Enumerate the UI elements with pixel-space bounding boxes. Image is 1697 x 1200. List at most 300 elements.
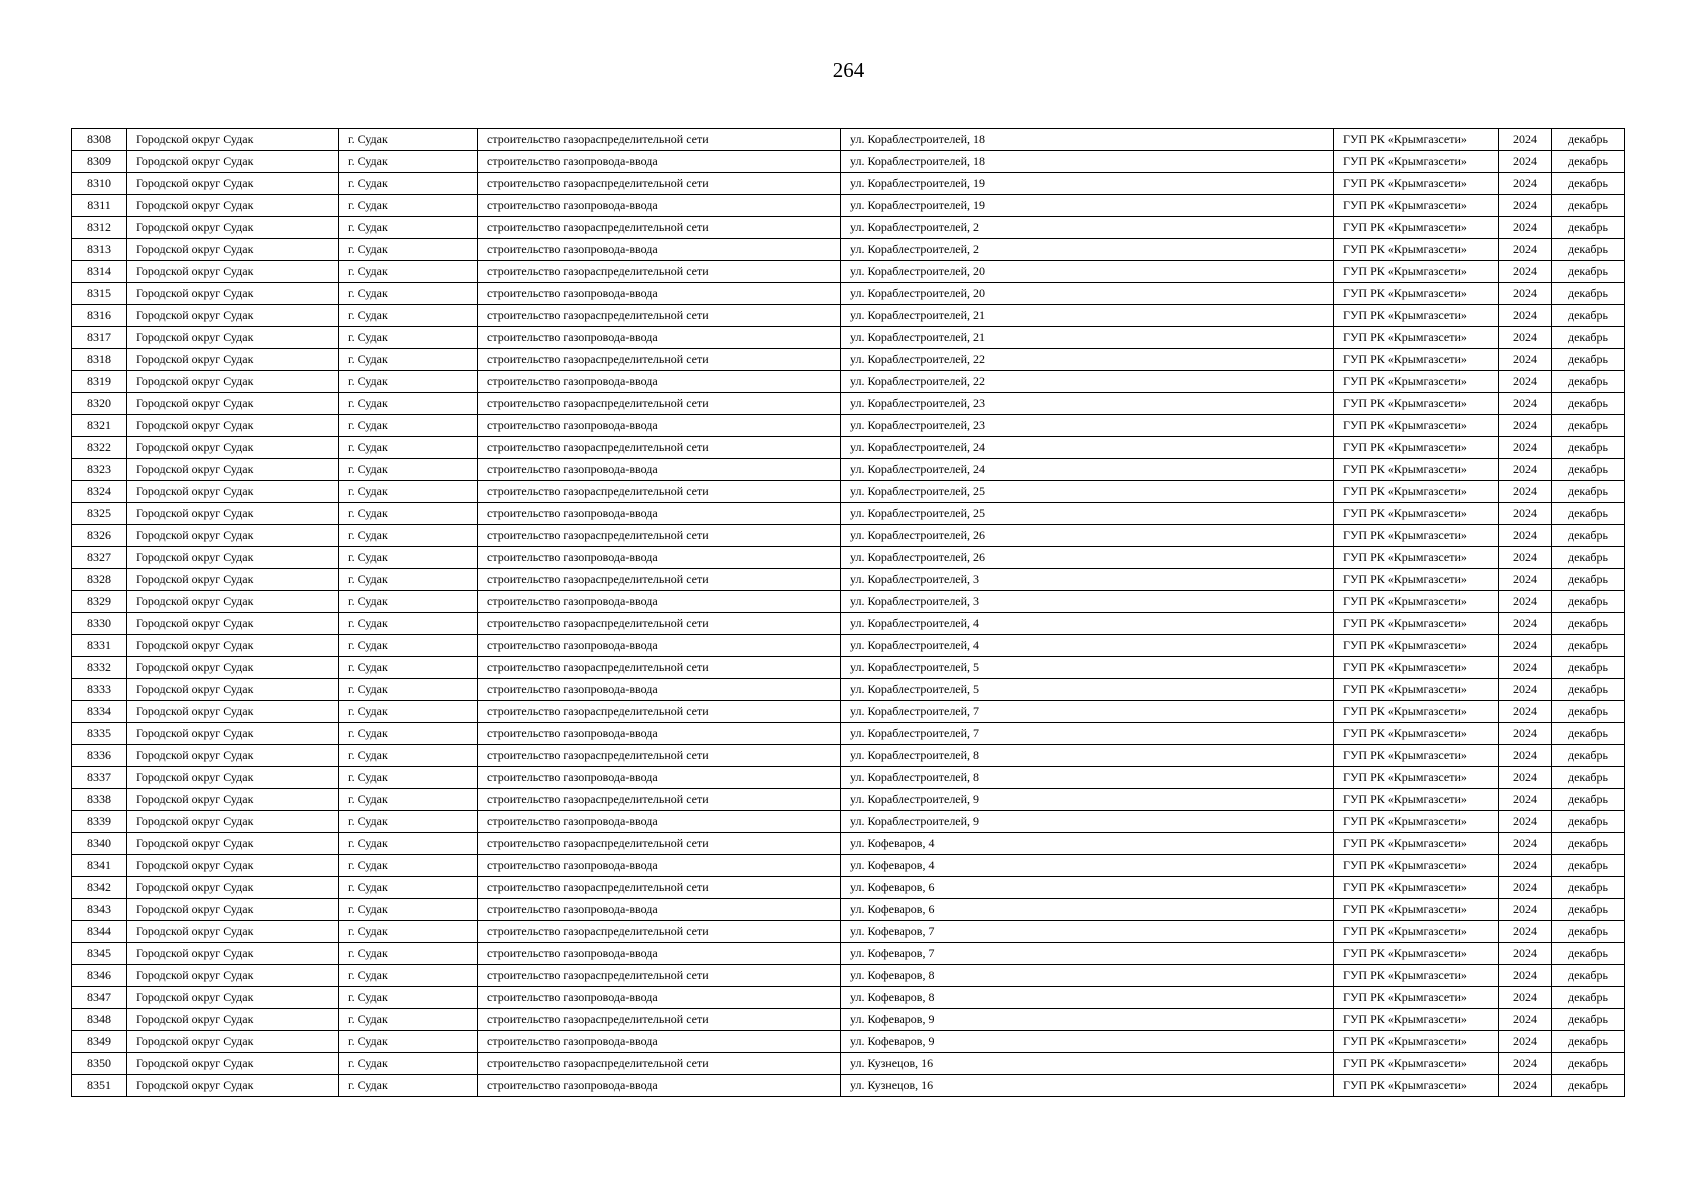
cell-organization: ГУП РК «Крымгазсети» <box>1334 173 1499 195</box>
cell-work-type: строительство газораспределительной сети <box>478 701 841 723</box>
cell-address: ул. Кораблестроителей, 5 <box>841 657 1334 679</box>
cell-work-type: строительство газораспределительной сети <box>478 569 841 591</box>
cell-number: 8324 <box>72 481 127 503</box>
cell-municipality: Городской округ Судак <box>127 569 339 591</box>
cell-municipality: Городской округ Судак <box>127 745 339 767</box>
cell-month: декабрь <box>1552 173 1625 195</box>
cell-year: 2024 <box>1499 481 1552 503</box>
cell-municipality: Городской округ Судак <box>127 921 339 943</box>
cell-locality: г. Судак <box>339 833 478 855</box>
cell-locality: г. Судак <box>339 877 478 899</box>
cell-municipality: Городской округ Судак <box>127 987 339 1009</box>
cell-year: 2024 <box>1499 591 1552 613</box>
cell-month: декабрь <box>1552 1075 1625 1097</box>
cell-number: 8333 <box>72 679 127 701</box>
cell-organization: ГУП РК «Крымгазсети» <box>1334 239 1499 261</box>
table-row <box>72 679 1625 701</box>
cell-address: ул. Кораблестроителей, 23 <box>841 393 1334 415</box>
cell-number: 8336 <box>72 745 127 767</box>
cell-locality: г. Судак <box>339 261 478 283</box>
cell-locality: г. Судак <box>339 327 478 349</box>
cell-address: ул. Кораблестроителей, 5 <box>841 679 1334 701</box>
cell-year: 2024 <box>1499 767 1552 789</box>
cell-year: 2024 <box>1499 547 1552 569</box>
cell-municipality: Городской округ Судак <box>127 283 339 305</box>
cell-locality: г. Судак <box>339 151 478 173</box>
cell-address: ул. Кораблестроителей, 7 <box>841 723 1334 745</box>
table-row <box>72 1075 1625 1097</box>
cell-number: 8345 <box>72 943 127 965</box>
cell-locality: г. Судак <box>339 305 478 327</box>
cell-year: 2024 <box>1499 415 1552 437</box>
cell-organization: ГУП РК «Крымгазсети» <box>1334 349 1499 371</box>
cell-address: ул. Кораблестроителей, 25 <box>841 503 1334 525</box>
cell-address: ул. Кораблестроителей, 24 <box>841 459 1334 481</box>
cell-month: декабрь <box>1552 349 1625 371</box>
cell-address: ул. Кораблестроителей, 26 <box>841 547 1334 569</box>
table-row <box>72 855 1625 877</box>
cell-address: ул. Кораблестроителей, 18 <box>841 151 1334 173</box>
cell-organization: ГУП РК «Крымгазсети» <box>1334 877 1499 899</box>
cell-month: декабрь <box>1552 921 1625 943</box>
cell-organization: ГУП РК «Крымгазсети» <box>1334 415 1499 437</box>
cell-organization: ГУП РК «Крымгазсети» <box>1334 283 1499 305</box>
cell-year: 2024 <box>1499 195 1552 217</box>
cell-locality: г. Судак <box>339 613 478 635</box>
cell-municipality: Городской округ Судак <box>127 129 339 151</box>
cell-year: 2024 <box>1499 261 1552 283</box>
cell-organization: ГУП РК «Крымгазсети» <box>1334 855 1499 877</box>
cell-locality: г. Судак <box>339 745 478 767</box>
cell-address: ул. Кораблестроителей, 2 <box>841 217 1334 239</box>
cell-municipality: Городской округ Судак <box>127 965 339 987</box>
cell-locality: г. Судак <box>339 789 478 811</box>
cell-municipality: Городской округ Судак <box>127 239 339 261</box>
table-row <box>72 525 1625 547</box>
table-row <box>72 1031 1625 1053</box>
cell-work-type: строительство газопровода-ввода <box>478 943 841 965</box>
cell-municipality: Городской округ Судак <box>127 349 339 371</box>
cell-work-type: строительство газопровода-ввода <box>478 1031 841 1053</box>
table-row <box>72 877 1625 899</box>
cell-number: 8342 <box>72 877 127 899</box>
gasification-table <box>71 128 1625 1097</box>
table-row <box>72 811 1625 833</box>
cell-number: 8312 <box>72 217 127 239</box>
table-row <box>72 327 1625 349</box>
cell-number: 8311 <box>72 195 127 217</box>
cell-work-type: строительство газораспределительной сети <box>478 789 841 811</box>
cell-work-type: строительство газораспределительной сети <box>478 437 841 459</box>
cell-month: декабрь <box>1552 503 1625 525</box>
cell-work-type: строительство газопровода-ввода <box>478 239 841 261</box>
cell-month: декабрь <box>1552 657 1625 679</box>
table-row <box>72 283 1625 305</box>
cell-municipality: Городской округ Судак <box>127 767 339 789</box>
cell-municipality: Городской округ Судак <box>127 547 339 569</box>
cell-number: 8308 <box>72 129 127 151</box>
cell-locality: г. Судак <box>339 723 478 745</box>
cell-organization: ГУП РК «Крымгазсети» <box>1334 525 1499 547</box>
cell-number: 8344 <box>72 921 127 943</box>
cell-work-type: строительство газораспределительной сети <box>478 877 841 899</box>
cell-year: 2024 <box>1499 305 1552 327</box>
cell-number: 8323 <box>72 459 127 481</box>
cell-municipality: Городской округ Судак <box>127 415 339 437</box>
cell-address: ул. Кораблестроителей, 19 <box>841 195 1334 217</box>
cell-work-type: строительство газораспределительной сети <box>478 261 841 283</box>
cell-work-type: строительство газопровода-ввода <box>478 195 841 217</box>
cell-number: 8341 <box>72 855 127 877</box>
cell-number: 8315 <box>72 283 127 305</box>
cell-address: ул. Кузнецов, 16 <box>841 1053 1334 1075</box>
cell-work-type: строительство газопровода-ввода <box>478 987 841 1009</box>
cell-year: 2024 <box>1499 789 1552 811</box>
cell-month: декабрь <box>1552 591 1625 613</box>
page-number: 264 <box>832 58 865 82</box>
cell-organization: ГУП РК «Крымгазсети» <box>1334 701 1499 723</box>
cell-municipality: Городской округ Судак <box>127 833 339 855</box>
cell-work-type: строительство газопровода-ввода <box>478 899 841 921</box>
cell-locality: г. Судак <box>339 701 478 723</box>
table-row <box>72 173 1625 195</box>
cell-number: 8331 <box>72 635 127 657</box>
cell-month: декабрь <box>1552 371 1625 393</box>
cell-number: 8351 <box>72 1075 127 1097</box>
cell-work-type: строительство газопровода-ввода <box>478 415 841 437</box>
cell-number: 8339 <box>72 811 127 833</box>
cell-year: 2024 <box>1499 701 1552 723</box>
cell-month: декабрь <box>1552 635 1625 657</box>
cell-number: 8320 <box>72 393 127 415</box>
cell-year: 2024 <box>1499 899 1552 921</box>
cell-work-type: строительство газопровода-ввода <box>478 371 841 393</box>
cell-organization: ГУП РК «Крымгазсети» <box>1334 1009 1499 1031</box>
cell-municipality: Городской округ Судак <box>127 305 339 327</box>
cell-month: декабрь <box>1552 701 1625 723</box>
cell-number: 8316 <box>72 305 127 327</box>
cell-municipality: Городской округ Судак <box>127 481 339 503</box>
cell-locality: г. Судак <box>339 503 478 525</box>
cell-year: 2024 <box>1499 723 1552 745</box>
cell-address: ул. Кофеваров, 7 <box>841 943 1334 965</box>
cell-organization: ГУП РК «Крымгазсети» <box>1334 613 1499 635</box>
cell-work-type: строительство газораспределительной сети <box>478 305 841 327</box>
cell-year: 2024 <box>1499 635 1552 657</box>
cell-address: ул. Кофеваров, 9 <box>841 1031 1334 1053</box>
cell-number: 8335 <box>72 723 127 745</box>
cell-locality: г. Судак <box>339 921 478 943</box>
cell-municipality: Городской округ Судак <box>127 1075 339 1097</box>
cell-municipality: Городской округ Судак <box>127 899 339 921</box>
cell-locality: г. Судак <box>339 481 478 503</box>
cell-locality: г. Судак <box>339 415 478 437</box>
cell-work-type: строительство газораспределительной сети <box>478 921 841 943</box>
cell-month: декабрь <box>1552 239 1625 261</box>
cell-locality: г. Судак <box>339 459 478 481</box>
cell-locality: г. Судак <box>339 1009 478 1031</box>
cell-year: 2024 <box>1499 855 1552 877</box>
cell-organization: ГУП РК «Крымгазсети» <box>1334 789 1499 811</box>
cell-locality: г. Судак <box>339 987 478 1009</box>
cell-number: 8349 <box>72 1031 127 1053</box>
cell-address: ул. Кораблестроителей, 21 <box>841 327 1334 349</box>
cell-municipality: Городской округ Судак <box>127 1009 339 1031</box>
cell-municipality: Городской округ Судак <box>127 261 339 283</box>
cell-work-type: строительство газопровода-ввода <box>478 855 841 877</box>
table-row <box>72 415 1625 437</box>
cell-number: 8334 <box>72 701 127 723</box>
cell-year: 2024 <box>1499 349 1552 371</box>
cell-locality: г. Судак <box>339 195 478 217</box>
cell-month: декабрь <box>1552 1009 1625 1031</box>
cell-address: ул. Кораблестроителей, 9 <box>841 789 1334 811</box>
table-row <box>72 987 1625 1009</box>
cell-organization: ГУП РК «Крымгазсети» <box>1334 305 1499 327</box>
cell-work-type: строительство газораспределительной сети <box>478 965 841 987</box>
cell-locality: г. Судак <box>339 437 478 459</box>
cell-organization: ГУП РК «Крымгазсети» <box>1334 745 1499 767</box>
cell-month: декабрь <box>1552 833 1625 855</box>
cell-organization: ГУП РК «Крымгазсети» <box>1334 635 1499 657</box>
cell-work-type: строительство газопровода-ввода <box>478 1075 841 1097</box>
cell-number: 8310 <box>72 173 127 195</box>
cell-month: декабрь <box>1552 393 1625 415</box>
cell-month: декабрь <box>1552 1053 1625 1075</box>
cell-number: 8327 <box>72 547 127 569</box>
cell-month: декабрь <box>1552 305 1625 327</box>
cell-locality: г. Судак <box>339 129 478 151</box>
cell-number: 8326 <box>72 525 127 547</box>
cell-work-type: строительство газопровода-ввода <box>478 283 841 305</box>
cell-number: 8330 <box>72 613 127 635</box>
cell-year: 2024 <box>1499 327 1552 349</box>
cell-locality: г. Судак <box>339 525 478 547</box>
cell-address: ул. Кораблестроителей, 22 <box>841 349 1334 371</box>
cell-year: 2024 <box>1499 921 1552 943</box>
cell-month: декабрь <box>1552 767 1625 789</box>
cell-locality: г. Судак <box>339 173 478 195</box>
cell-number: 8338 <box>72 789 127 811</box>
cell-locality: г. Судак <box>339 217 478 239</box>
cell-work-type: строительство газопровода-ввода <box>478 459 841 481</box>
cell-municipality: Городской округ Судак <box>127 635 339 657</box>
table-row <box>72 723 1625 745</box>
cell-locality: г. Судак <box>339 569 478 591</box>
cell-year: 2024 <box>1499 1031 1552 1053</box>
cell-organization: ГУП РК «Крымгазсети» <box>1334 151 1499 173</box>
cell-organization: ГУП РК «Крымгазсети» <box>1334 459 1499 481</box>
cell-organization: ГУП РК «Крымгазсети» <box>1334 723 1499 745</box>
table-row <box>72 393 1625 415</box>
table-row <box>72 459 1625 481</box>
cell-address: ул. Кораблестроителей, 3 <box>841 569 1334 591</box>
cell-municipality: Городской округ Судак <box>127 393 339 415</box>
table-row <box>72 305 1625 327</box>
cell-municipality: Городской округ Судак <box>127 877 339 899</box>
cell-municipality: Городской округ Судак <box>127 437 339 459</box>
cell-municipality: Городской округ Судак <box>127 1053 339 1075</box>
table-body <box>72 129 1625 1097</box>
cell-year: 2024 <box>1499 987 1552 1009</box>
cell-work-type: строительство газораспределительной сети <box>478 393 841 415</box>
cell-month: декабрь <box>1552 987 1625 1009</box>
cell-organization: ГУП РК «Крымгазсети» <box>1334 1053 1499 1075</box>
cell-municipality: Городской округ Судак <box>127 459 339 481</box>
cell-address: ул. Кораблестроителей, 9 <box>841 811 1334 833</box>
cell-organization: ГУП РК «Крымгазсети» <box>1334 767 1499 789</box>
cell-address: ул. Кораблестроителей, 2 <box>841 239 1334 261</box>
cell-organization: ГУП РК «Крымгазсети» <box>1334 987 1499 1009</box>
cell-month: декабрь <box>1552 261 1625 283</box>
cell-organization: ГУП РК «Крымгазсети» <box>1334 657 1499 679</box>
table-row <box>72 481 1625 503</box>
cell-year: 2024 <box>1499 217 1552 239</box>
cell-month: декабрь <box>1552 195 1625 217</box>
cell-number: 8340 <box>72 833 127 855</box>
cell-year: 2024 <box>1499 151 1552 173</box>
cell-work-type: строительство газопровода-ввода <box>478 591 841 613</box>
table-row <box>72 217 1625 239</box>
cell-number: 8347 <box>72 987 127 1009</box>
cell-work-type: строительство газопровода-ввода <box>478 635 841 657</box>
cell-address: ул. Кораблестроителей, 3 <box>841 591 1334 613</box>
table-row <box>72 745 1625 767</box>
cell-address: ул. Кораблестроителей, 21 <box>841 305 1334 327</box>
table-row <box>72 899 1625 921</box>
table-row <box>72 767 1625 789</box>
cell-number: 8348 <box>72 1009 127 1031</box>
cell-work-type: строительство газопровода-ввода <box>478 547 841 569</box>
cell-address: ул. Кораблестроителей, 7 <box>841 701 1334 723</box>
cell-address: ул. Кораблестроителей, 26 <box>841 525 1334 547</box>
cell-address: ул. Кофеваров, 4 <box>841 833 1334 855</box>
cell-locality: г. Судак <box>339 371 478 393</box>
cell-municipality: Городской округ Судак <box>127 173 339 195</box>
cell-address: ул. Кораблестроителей, 19 <box>841 173 1334 195</box>
cell-address: ул. Кузнецов, 16 <box>841 1075 1334 1097</box>
cell-number: 8322 <box>72 437 127 459</box>
cell-locality: г. Судак <box>339 547 478 569</box>
cell-year: 2024 <box>1499 679 1552 701</box>
cell-locality: г. Судак <box>339 393 478 415</box>
cell-year: 2024 <box>1499 1009 1552 1031</box>
cell-work-type: строительство газопровода-ввода <box>478 767 841 789</box>
cell-address: ул. Кораблестроителей, 18 <box>841 129 1334 151</box>
cell-address: ул. Кораблестроителей, 24 <box>841 437 1334 459</box>
cell-work-type: строительство газораспределительной сети <box>478 613 841 635</box>
cell-month: декабрь <box>1552 1031 1625 1053</box>
table-row <box>72 1009 1625 1031</box>
cell-locality: г. Судак <box>339 855 478 877</box>
cell-month: декабрь <box>1552 217 1625 239</box>
table-row <box>72 613 1625 635</box>
cell-address: ул. Кофеваров, 6 <box>841 877 1334 899</box>
cell-year: 2024 <box>1499 745 1552 767</box>
cell-year: 2024 <box>1499 569 1552 591</box>
cell-address: ул. Кофеваров, 6 <box>841 899 1334 921</box>
cell-month: декабрь <box>1552 481 1625 503</box>
cell-month: декабрь <box>1552 811 1625 833</box>
cell-month: декабрь <box>1552 327 1625 349</box>
cell-municipality: Городской округ Судак <box>127 503 339 525</box>
table-row <box>72 965 1625 987</box>
cell-year: 2024 <box>1499 657 1552 679</box>
cell-work-type: строительство газораспределительной сети <box>478 745 841 767</box>
cell-month: декабрь <box>1552 415 1625 437</box>
cell-number: 8337 <box>72 767 127 789</box>
cell-organization: ГУП РК «Крымгазсети» <box>1334 437 1499 459</box>
cell-year: 2024 <box>1499 1053 1552 1075</box>
cell-organization: ГУП РК «Крымгазсети» <box>1334 811 1499 833</box>
cell-municipality: Городской округ Судак <box>127 943 339 965</box>
table-row <box>72 547 1625 569</box>
table-row <box>72 239 1625 261</box>
cell-address: ул. Кораблестроителей, 20 <box>841 283 1334 305</box>
cell-municipality: Городской округ Судак <box>127 855 339 877</box>
cell-year: 2024 <box>1499 943 1552 965</box>
table-row <box>72 635 1625 657</box>
cell-municipality: Городской округ Судак <box>127 679 339 701</box>
table-row <box>72 129 1625 151</box>
table-row <box>72 789 1625 811</box>
cell-number: 8332 <box>72 657 127 679</box>
cell-work-type: строительство газораспределительной сети <box>478 173 841 195</box>
cell-organization: ГУП РК «Крымгазсети» <box>1334 371 1499 393</box>
cell-number: 8313 <box>72 239 127 261</box>
cell-locality: г. Судак <box>339 899 478 921</box>
cell-work-type: строительство газопровода-ввода <box>478 811 841 833</box>
cell-work-type: строительство газораспределительной сети <box>478 217 841 239</box>
cell-address: ул. Кофеваров, 4 <box>841 855 1334 877</box>
cell-work-type: строительство газораспределительной сети <box>478 657 841 679</box>
cell-month: декабрь <box>1552 547 1625 569</box>
table-row <box>72 569 1625 591</box>
cell-year: 2024 <box>1499 877 1552 899</box>
cell-organization: ГУП РК «Крымгазсети» <box>1334 327 1499 349</box>
cell-municipality: Городской округ Судак <box>127 701 339 723</box>
cell-municipality: Городской округ Судак <box>127 327 339 349</box>
table-row <box>72 591 1625 613</box>
cell-month: декабрь <box>1552 855 1625 877</box>
table-row <box>72 371 1625 393</box>
cell-organization: ГУП РК «Крымгазсети» <box>1334 899 1499 921</box>
cell-address: ул. Кофеваров, 9 <box>841 1009 1334 1031</box>
cell-work-type: строительство газораспределительной сети <box>478 1009 841 1031</box>
cell-municipality: Городской округ Судак <box>127 195 339 217</box>
cell-work-type: строительство газораспределительной сети <box>478 129 841 151</box>
cell-municipality: Городской округ Судак <box>127 591 339 613</box>
cell-month: декабрь <box>1552 899 1625 921</box>
cell-year: 2024 <box>1499 1075 1552 1097</box>
cell-locality: г. Судак <box>339 657 478 679</box>
cell-month: декабрь <box>1552 745 1625 767</box>
table-row <box>72 503 1625 525</box>
cell-number: 8318 <box>72 349 127 371</box>
cell-locality: г. Судак <box>339 965 478 987</box>
table-row <box>72 151 1625 173</box>
table-row <box>72 921 1625 943</box>
cell-year: 2024 <box>1499 437 1552 459</box>
cell-number: 8329 <box>72 591 127 613</box>
table-row <box>72 195 1625 217</box>
cell-municipality: Городской округ Судак <box>127 217 339 239</box>
cell-locality: г. Судак <box>339 635 478 657</box>
cell-month: декабрь <box>1552 613 1625 635</box>
cell-locality: г. Судак <box>339 679 478 701</box>
table-row <box>72 261 1625 283</box>
cell-municipality: Городской округ Судак <box>127 1031 339 1053</box>
